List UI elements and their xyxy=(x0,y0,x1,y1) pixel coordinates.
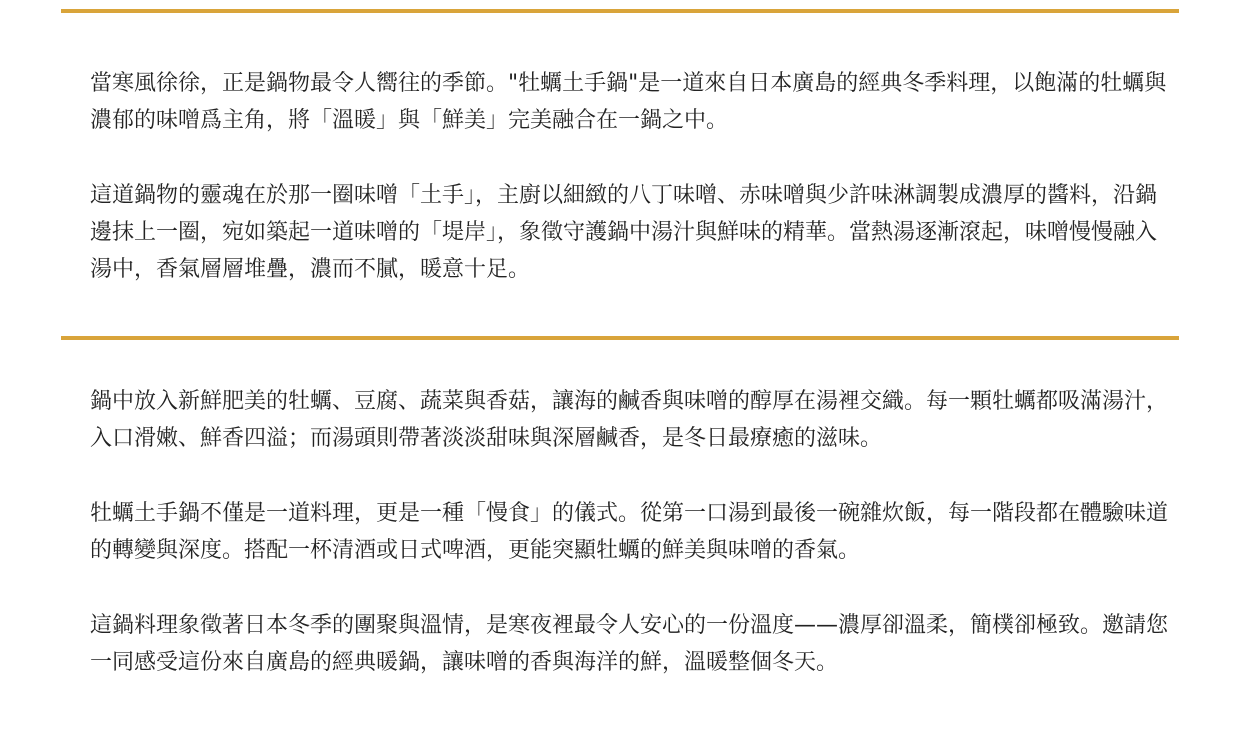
detail-paragraph-3: 這鍋料理象徵著日本冬季的團聚與溫情，是寒夜裡最令人安心的一份溫度——濃厚卻溫柔，簡樸卻極致。邀請您一同感受這份來自廣島的經典暖鍋，讓味噌的香與海洋的鮮，溫暖整個冬天。 xyxy=(90,613,1169,675)
detail-paragraph-1: 鍋中放入新鮮肥美的牡蠣、豆腐、蔬菜與香菇，讓海的鹹香與味噌的醇厚在湯裡交織。每一顆牡蠣都吸滿湯汁，入口滑嫩、鮮香四溢；而湯頭則帶著淡淡甜味與深層鹹香，是冬日最療癒的滋味。 xyxy=(90,389,1169,451)
detail-paragraph-2: 牡蠣土手鍋不僅是一道料理，更是一種「慢食」的儀式。從第一口湯到最後一碗雜炊飯，每一階段都在體驗味道的轉變與深度。搭配一杯清酒或日式啤酒，更能突顯牡蠣的鮮美與味噌的香氣。 xyxy=(90,501,1169,563)
middle-divider xyxy=(61,336,1179,340)
intro-paragraph-2: 這道鍋物的靈魂在於那一圈味噌「土手」，主廚以細緻的八丁味噌、赤味噌與少許味淋調製成濃厚的醬料，沿鍋邊抹上一圈，宛如築起一道味噌的「堤岸」，象徵守護鍋中湯汁與鮮味的精華。當熱湯逐漸滾起，味噌慢慢融入湯中，香氣層層堆疊，濃而不膩，暖意十足。 xyxy=(90,183,1158,282)
intro-section xyxy=(90,65,1168,288)
detail-section xyxy=(90,383,1168,681)
intro-paragraph-1: 當寒風徐徐，正是鍋物最令人嚮往的季節。"牡蠣土手鍋"是一道來自日本廣島的經典冬季料理，以飽滿的牡蠣與濃郁的味噌爲主角，將「溫暖」與「鮮美」完美融合在一鍋之中。 xyxy=(90,71,1167,133)
top-divider xyxy=(61,9,1179,13)
